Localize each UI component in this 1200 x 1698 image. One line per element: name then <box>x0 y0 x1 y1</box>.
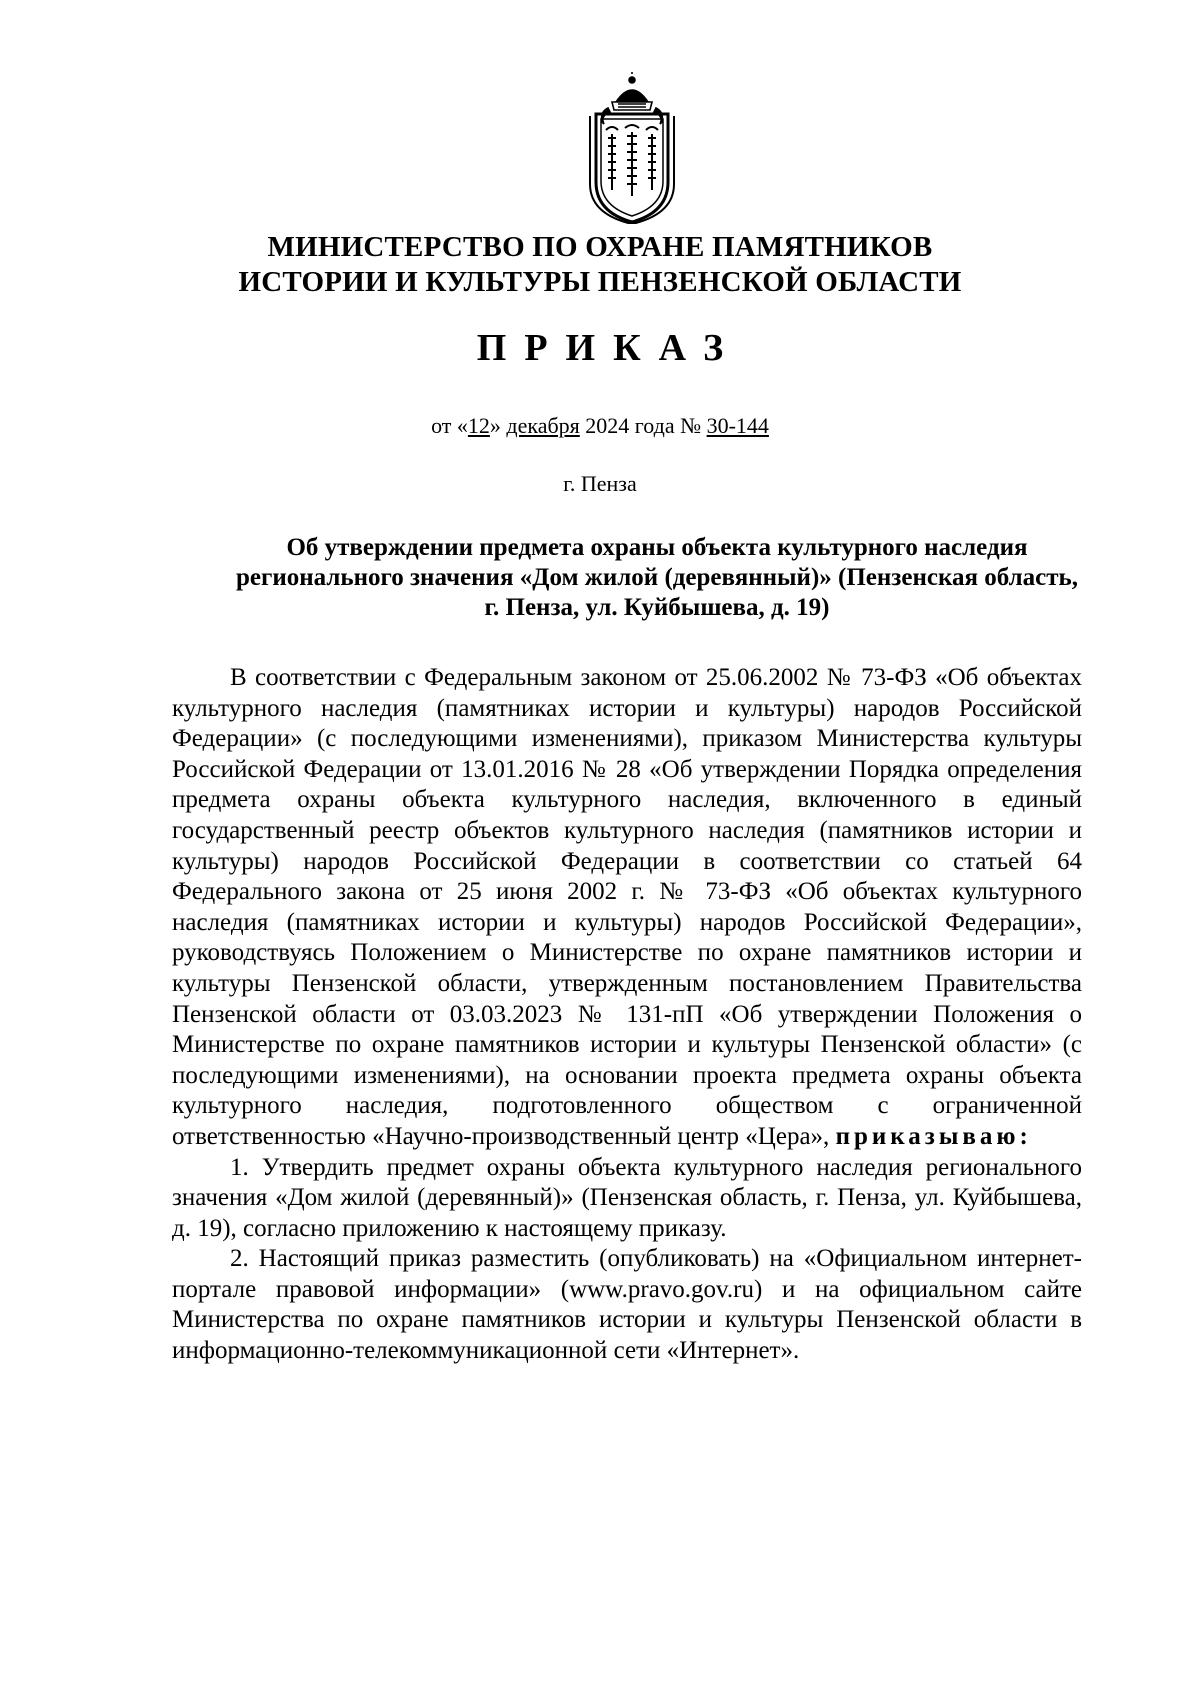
ministry-name-line2: ИСТОРИИ И КУЛЬТУРЫ ПЕНЗЕНСКОЙ ОБЛАСТИ <box>238 266 962 298</box>
issue-city: г. Пенза <box>563 471 637 496</box>
order-subject: Об утверждении предмета охраны объекта культурного наследия регионального значения «Дом жилой (деревянный)» (Пензенская область, г. Пенза, ул. Куйбышева, д. 19) <box>236 534 1078 621</box>
order-number: 30-144 <box>706 413 769 438</box>
order-dateline <box>150 412 1050 440</box>
order-word: приказываю: <box>835 1122 1032 1150</box>
ministry-name-line1: МИНИСТЕРСТВО ПО ОХРАНЕ ПАМЯТНИКОВ <box>267 231 933 263</box>
dateline-mid1: » <box>489 413 507 438</box>
order-title: ПРИКАЗ <box>476 327 742 369</box>
order-body <box>172 663 1082 1367</box>
order-day: 12 <box>467 413 490 438</box>
dateline-mid2: 2024 года № <box>579 413 707 438</box>
coat-of-arms-emblem <box>586 72 678 224</box>
order-item-1: 1. Утвердить предмет охраны объекта культурного наследия регионального значения «Дом жилой (деревянный)» (Пензенская область, г. Пенза, ул. Куйбышева, д. 19), согласно приложению к настоящему приказу. <box>172 1153 1082 1242</box>
preamble-text: В соответствии с Федеральным законом от 25.06.2002 № 73-ФЗ «Об объектах культурного наследия (памятниках истории и культуры) народов Российской Федерации» (с последующими изменениями), приказом Министерства культуры Российской Федерации от 13.01.2016 № 28 «Об утверждении Порядка определения предмета охраны объекта культурного наследия, включенного в единый государственный реестр объектов культурного наследия (памятников истории и культуры) народов Российской Федерации в соответствии со статьей 64 Федерального закона от 25 июня 2002 г. № 73-ФЗ «Об объектах культурного наследия (памятниках истории и культуры) народов Российской Федерации», руководствуясь Положением о Министерстве по охране памятников истории и культуры Пензенской области, утвержденным постановлением Правительства Пензенской области от 03.03.2023 № 131-пП «Об утверждении Положения о Министерстве по охране памятников истории и культуры Пензенской области» (с последующими изменениями), на основании проекта предмета охраны объекта культурного наследия, подготовленного обществом с ограниченной ответственностью «Научно-производственный центр «Цера», <box>172 664 1082 1150</box>
ministry-name <box>150 230 1050 300</box>
dateline-prefix: от « <box>431 413 468 438</box>
order-month: декабря <box>506 413 580 438</box>
preamble-paragraph <box>172 663 1082 1153</box>
order-item-2: 2. Настоящий приказ разместить (опубликовать) на «Официальном интернет-портале правовой информации» (www.pravo.gov.ru) и на официальном сайте Министерства по охране памятников истории и культуры Пензенской области в информационно-телекоммуникационной сети «Интернет». <box>172 1245 1082 1365</box>
